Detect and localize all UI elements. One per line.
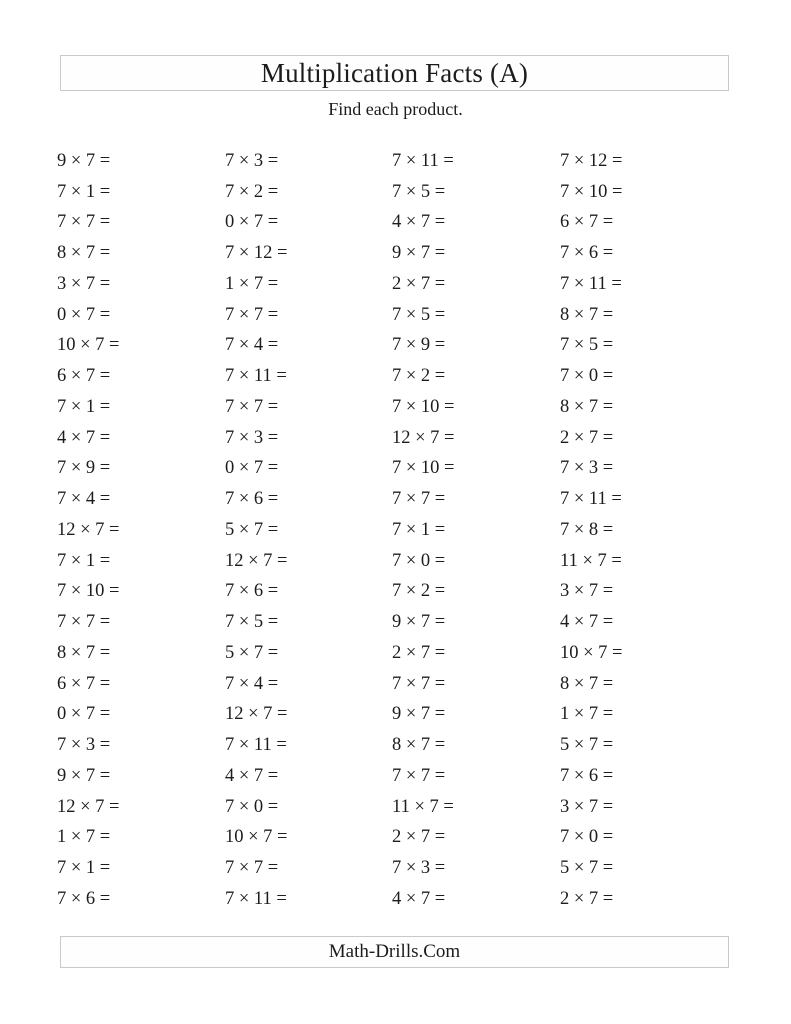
problem-cell: 12 × 7 = [57,796,120,817]
problem-cell: 5 × 7 = [225,519,279,540]
problem-cell: 7 × 2 = [392,366,446,387]
problem-cell: 9 × 7 = [392,612,446,633]
problem-cell: 7 × 11 = [225,366,287,387]
problem-cell: 7 × 2 = [392,581,446,602]
problem-cell: 12 × 7 = [392,427,455,448]
problem-cell: 2 × 7 = [560,888,614,909]
problem-cell: 7 × 11 = [392,150,454,171]
problem-cell: 7 × 6 = [57,888,111,909]
problem-cell: 7 × 11 = [225,888,287,909]
problem-cell: 7 × 1 = [57,858,111,879]
problem-cell: 0 × 7 = [225,458,279,479]
problem-cell: 7 × 7 = [57,612,111,633]
problem-cell: 7 × 0 = [225,796,279,817]
problem-cell: 10 × 7 = [57,335,120,356]
worksheet-instructions: Find each product. [328,99,463,119]
problem-cell: 7 × 10 = [392,396,455,417]
problem-cell: 7 × 11 = [560,489,622,510]
problem-cell: 7 × 5 = [392,181,446,202]
problem-cell: 3 × 7 = [57,273,111,294]
problem-cell: 7 × 5 = [225,612,279,633]
problem-cell: 5 × 7 = [560,735,614,756]
problem-cell: 7 × 5 = [392,304,446,325]
problem-cell: 8 × 7 = [57,243,111,264]
problem-cell: 7 × 7 = [57,212,111,233]
problem-cell: 8 × 7 = [560,304,614,325]
problem-cell: 7 × 11 = [225,735,287,756]
problem-cell: 7 × 7 = [392,489,446,510]
problem-cell: 7 × 8 = [560,519,614,540]
problem-cell: 6 × 7 = [57,673,111,694]
problem-cell: 7 × 3 = [392,858,446,879]
problem-cell: 7 × 10 = [392,458,455,479]
problem-cell: 9 × 7 = [57,765,111,786]
problem-cell: 2 × 7 = [560,427,614,448]
problem-cell: 7 × 6 = [560,243,614,264]
problem-cell: 7 × 6 = [225,581,279,602]
problem-cell: 10 × 7 = [225,827,288,848]
problem-cell: 7 × 10 = [57,581,120,602]
problem-cell: 7 × 0 = [560,827,614,848]
problem-cell: 7 × 11 = [560,273,622,294]
problem-cell: 7 × 3 = [560,458,614,479]
problem-cell: 7 × 7 = [392,765,446,786]
problem-cell: 5 × 7 = [560,858,614,879]
problem-cell: 7 × 6 = [225,489,279,510]
problem-cell: 8 × 7 = [57,642,111,663]
problem-cell: 1 × 7 = [57,827,111,848]
problem-cell: 7 × 0 = [560,366,614,387]
problem-cell: 4 × 7 = [560,612,614,633]
worksheet-title-box [60,55,729,91]
problem-cell: 7 × 9 = [57,458,111,479]
problem-cell: 0 × 7 = [57,704,111,725]
problem-cell: 5 × 7 = [225,642,279,663]
problem-cell: 12 × 7 = [225,704,288,725]
problem-cell: 7 × 7 = [225,858,279,879]
problem-cell: 7 × 6 = [560,765,614,786]
worksheet-footer-box [60,936,729,968]
problem-cell: 11 × 7 = [392,796,454,817]
problem-cell: 2 × 7 = [392,273,446,294]
problem-cell: 10 × 7 = [560,642,623,663]
problem-cell: 7 × 12 = [225,243,288,264]
problem-cell: 9 × 7 = [392,243,446,264]
page-title: Multiplication Facts (A) [260,57,529,88]
problem-cell: 7 × 4 = [57,489,111,510]
problem-cell: 4 × 7 = [392,212,446,233]
problem-cell: 7 × 1 = [57,396,111,417]
problem-cell: 7 × 3 = [57,735,111,756]
problem-cell: 8 × 7 = [560,396,614,417]
problem-cell: 7 × 10 = [560,181,623,202]
problem-cell: 4 × 7 = [225,765,279,786]
problem-cell: 0 × 7 = [225,212,279,233]
problem-cell: 7 × 1 = [392,519,446,540]
problem-cell: 12 × 7 = [225,550,288,571]
problem-cell: 9 × 7 = [57,150,111,171]
problem-cell: 2 × 7 = [392,827,446,848]
problem-cell: 9 × 7 = [392,704,446,725]
problem-cell: 2 × 7 = [392,642,446,663]
problem-cell: 1 × 7 = [560,704,614,725]
problem-cell: 7 × 7 = [225,396,279,417]
problems-grid [57,146,734,915]
problem-cell: 7 × 3 = [225,427,279,448]
problem-cell: 3 × 7 = [560,581,614,602]
problem-cell: 6 × 7 = [57,366,111,387]
problem-cell: 7 × 1 = [57,181,111,202]
problem-cell: 3 × 7 = [560,796,614,817]
problem-cell: 12 × 7 = [57,519,120,540]
problem-cell: 7 × 0 = [392,550,446,571]
problem-cell: 4 × 7 = [57,427,111,448]
footer-site-name: Math-Drills.Com [328,941,461,962]
problem-cell: 4 × 7 = [392,888,446,909]
problem-cell: 0 × 7 = [57,304,111,325]
problem-cell: 7 × 4 = [225,335,279,356]
problem-cell: 7 × 2 = [225,181,279,202]
problem-cell: 7 × 5 = [560,335,614,356]
problem-cell: 7 × 1 = [57,550,111,571]
problem-cell: 7 × 3 = [225,150,279,171]
problem-cell: 1 × 7 = [225,273,279,294]
problem-cell: 7 × 12 = [560,150,623,171]
problem-cell: 11 × 7 = [560,550,622,571]
problem-cell: 7 × 4 = [225,673,279,694]
problem-cell: 7 × 7 = [392,673,446,694]
problem-cell: 6 × 7 = [560,212,614,233]
problem-cell: 8 × 7 = [392,735,446,756]
problem-cell: 7 × 9 = [392,335,446,356]
problem-cell: 8 × 7 = [560,673,614,694]
problem-cell: 7 × 7 = [225,304,279,325]
